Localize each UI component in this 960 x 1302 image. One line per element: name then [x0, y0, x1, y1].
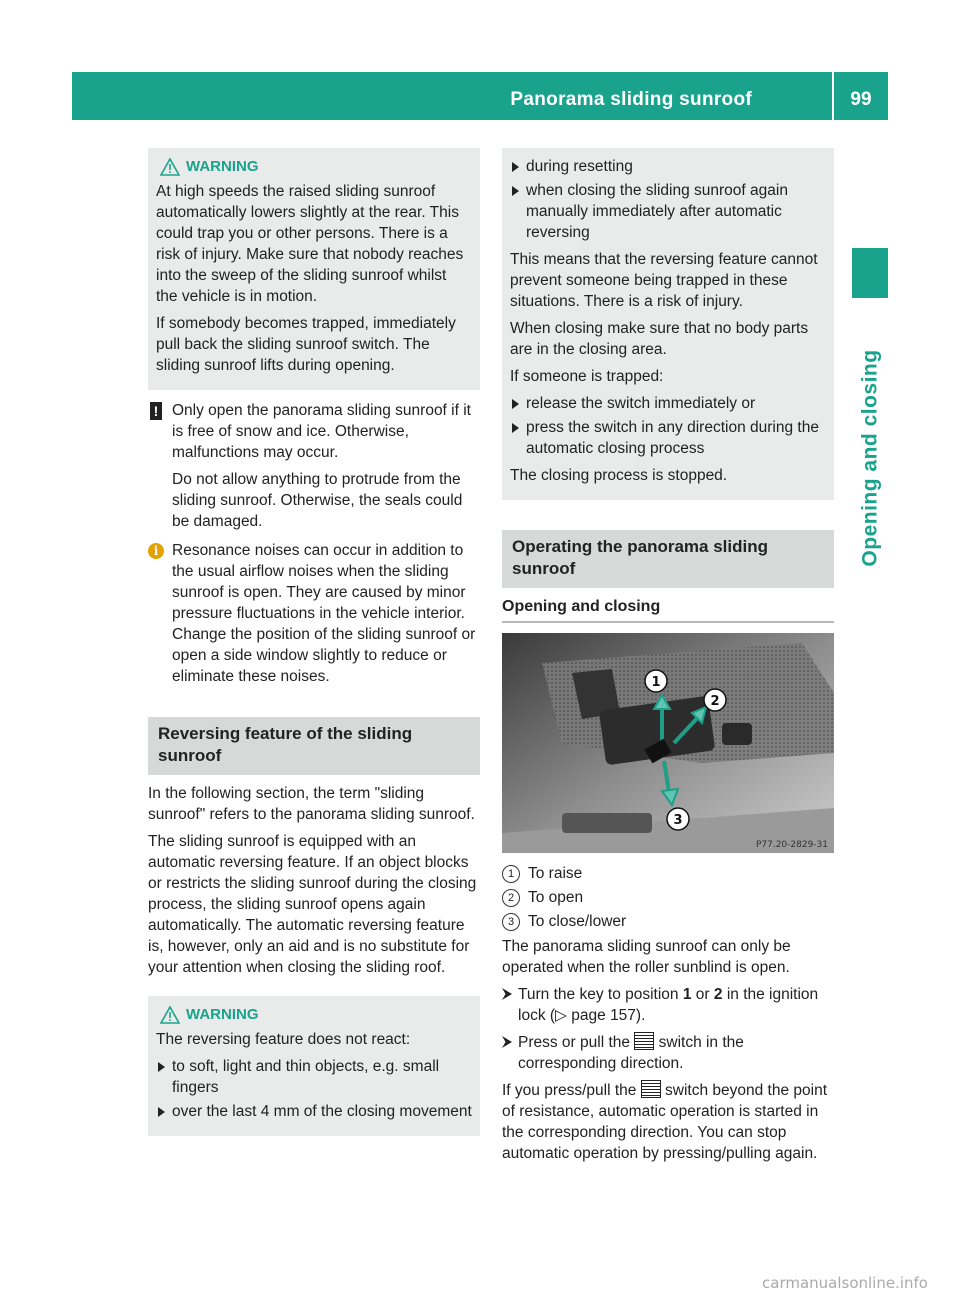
page-reference-arrow-icon: ▷ — [555, 1007, 567, 1024]
list-item: during resetting — [510, 156, 826, 177]
legend-item — [502, 887, 834, 908]
list-item: to soft, light and thin objects, e.g. small fingers — [156, 1056, 472, 1098]
warning-text: The reversing feature does not react: — [156, 1031, 411, 1048]
warning-text: This means that the reversing feature cannot prevent someone being trapped in these situations. There is a risk of injury. — [510, 251, 818, 310]
sunroof-switch-icon — [641, 1080, 661, 1098]
warning-title: WARNING — [186, 158, 259, 175]
legend-number: 3 — [502, 913, 520, 931]
warning-text: At high speeds the raised sliding sunroof automatically lowers slightly at the rear. This could trap you or other persons. There is a risk of injury. Make sure that nobody reaches into the sweep of the sliding sunroof whilst the vehicle is in motion. — [156, 183, 464, 305]
caution-text: Do not allow anything to protrude from the sliding sunroof. Otherwise, the seals could be damaged. — [172, 471, 463, 530]
section-heading: Operating the panorama sliding sunroof — [502, 530, 834, 588]
warning-list — [510, 156, 826, 243]
legend-number: 1 — [502, 865, 520, 883]
page-header-title: Panorama sliding sunroof — [510, 89, 752, 110]
warning-triangle-icon — [160, 158, 180, 176]
callout-2-label: 2 — [710, 694, 720, 709]
header-bar — [72, 72, 888, 120]
list-item: release the switch immediately or — [510, 393, 826, 414]
caution-text: Only open the panorama sliding sunroof if it is free of snow and ice. Otherwise, malfunctions may occur. — [172, 402, 471, 461]
legend-item — [502, 863, 834, 884]
info-note — [148, 540, 480, 687]
chapter-tab-marker — [852, 248, 888, 298]
instruction-step: Turn the key to position 1 or 2 in the ignition lock (▷ page 157). — [502, 984, 834, 1026]
warning-title: WARNING — [186, 1006, 259, 1023]
photo-code: P77.20-2829-31 — [755, 840, 828, 850]
warning-box — [148, 996, 480, 1136]
watermark: carmanualsonline.info — [762, 1274, 928, 1292]
sunroof-switch-icon — [634, 1032, 654, 1050]
page-number: 99 — [832, 72, 888, 120]
body-paragraph: The panorama sliding sunroof can only be operated when the roller sunblind is open. — [502, 938, 791, 976]
legend-number: 2 — [502, 889, 520, 907]
info-text: Resonance noises can occur in addition to the usual airflow noises when the sliding sunroof is open. They are caused by minor pressure fluctuations in the vehicle interior. Change the position of the sliding sunroof or open a side window slightly to reduce or eliminate these noises. — [172, 542, 476, 685]
section-heading: Reversing feature of the sliding sunroof — [148, 717, 480, 775]
exclamation-icon: ! — [150, 402, 162, 420]
instruction-step: Press or pull the switch in the corresponding direction. — [502, 1032, 834, 1074]
subsection-heading: Opening and closing — [502, 596, 834, 623]
chapter-tab-label: Opening and closing — [858, 349, 882, 567]
warning-text: If someone is trapped: — [510, 368, 664, 385]
callout-3-label: 3 — [673, 813, 683, 828]
body-paragraph: The sliding sunroof is equipped with an automatic reversing feature. If an object blocks or restricts the sliding sunroof during the closing process, the sliding sunroof opens again automatically. The automatic reversing feature is, however, only an aid and is no substitute for your attention when closing the sliding roof. — [148, 833, 477, 976]
callout-legend — [502, 863, 834, 932]
warning-list — [510, 393, 826, 459]
page-reference-link[interactable]: page 157). — [566, 1007, 646, 1024]
right-column — [502, 148, 834, 1170]
warning-list — [156, 1056, 472, 1122]
list-item: when closing the sliding sunroof again manually immediately after automatic reversing — [510, 180, 826, 243]
warning-text: The closing process is stopped. — [510, 467, 728, 484]
callout-1-label: 1 — [651, 675, 661, 690]
instruction-steps — [502, 984, 834, 1074]
legend-item — [502, 911, 834, 932]
warning-heading — [156, 156, 472, 177]
control-panel-illustration — [502, 633, 834, 853]
overhead-control-panel-photo — [502, 633, 834, 853]
body-paragraph: If you press/pull the switch beyond the point of resistance, automatic operation is started in the corresponding direction. You can stop automatic operation by pressing/pulling again. — [502, 1082, 828, 1162]
warning-box-continued — [502, 148, 834, 500]
info-icon: i — [148, 543, 164, 559]
warning-heading — [156, 1004, 472, 1025]
warning-triangle-icon — [160, 1006, 180, 1024]
caution-note — [148, 400, 480, 532]
list-item: over the last 4 mm of the closing movement — [156, 1101, 472, 1122]
warning-text: When closing make sure that no body parts are in the closing area. — [510, 320, 809, 358]
left-column — [148, 148, 480, 1146]
legend-text: To open — [528, 889, 584, 906]
warning-box — [148, 148, 480, 390]
legend-text: To raise — [528, 865, 583, 882]
body-paragraph: In the following section, the term "sliding sunroof" refers to the panorama sliding sunroof. — [148, 785, 475, 823]
list-item: press the switch in any direction during the automatic closing process — [510, 417, 826, 459]
warning-text: If somebody becomes trapped, immediately pull back the sliding sunroof switch. The sliding sunroof lifts during opening. — [156, 315, 456, 374]
legend-text: To close/lower — [528, 913, 627, 930]
